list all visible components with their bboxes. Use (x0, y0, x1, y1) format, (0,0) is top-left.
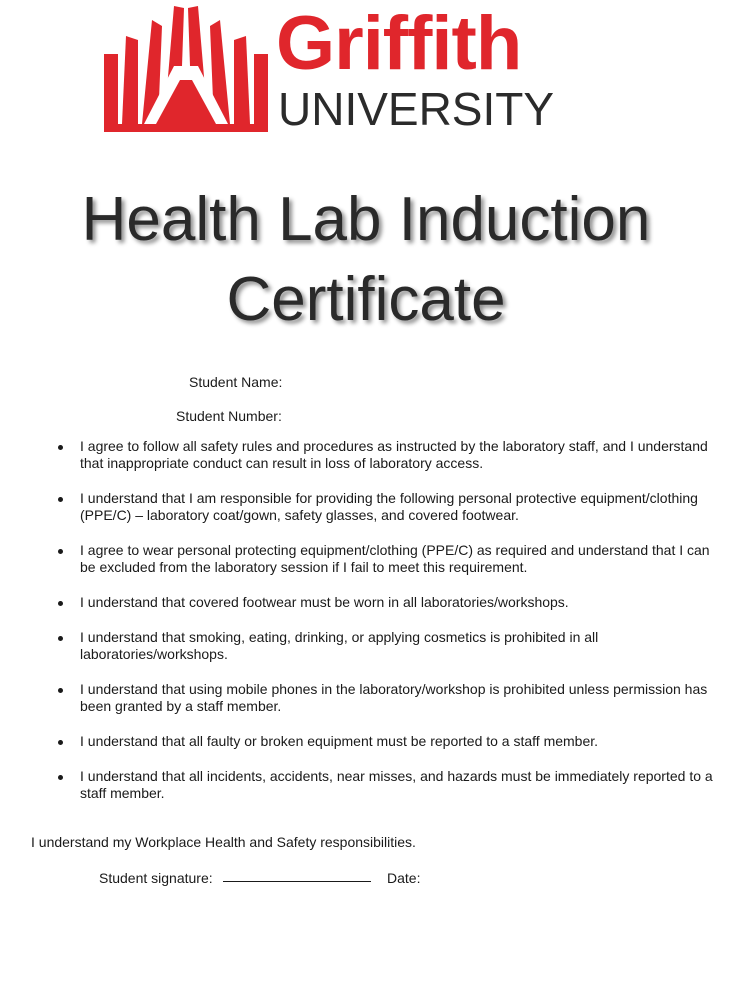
safety-rules-list (40, 438, 720, 820)
acknowledgement-text: I understand my Workplace Health and Safety responsibilities. (31, 834, 416, 850)
list-item: I understand that covered footwear must be worn in all laboratories/workshops. (80, 594, 720, 611)
list-item: I understand that using mobile phones in the laboratory/workshop is prohibited unless permission has been granted by a staff member. (80, 681, 720, 715)
list-item: I agree to wear personal protecting equipment/clothing (PPE/C) as required and understand that I can be excluded from the laboratory session if I fail to meet this requirement. (80, 542, 720, 576)
student-name-label: Student Name: (189, 374, 283, 390)
list-item: I agree to follow all safety rules and procedures as instructed by the laboratory staff, and I understand that inappropriate conduct can result in loss of laboratory access. (80, 438, 720, 472)
list-item: I understand that I am responsible for providing the following personal protective equipment/clothing (PPE/C) – laboratory coat/gown, safety glasses, and covered footwear. (80, 490, 720, 524)
griffith-logo (104, 1, 594, 135)
student-signature-label: Student signature: (99, 870, 213, 886)
student-number-label: Student Number: (176, 408, 282, 424)
date-label: Date: (387, 870, 421, 886)
signature-line[interactable] (223, 881, 371, 882)
title-line-2: Certificate (226, 265, 506, 334)
list-item: I understand that smoking, eating, drinking, or applying cosmetics is prohibited in all laboratories/workshops. (80, 629, 720, 663)
brand-subtitle: UNIVERSITY (278, 83, 555, 135)
list-item: I understand that all faulty or broken equipment must be reported to a staff member. (80, 733, 720, 750)
list-item: I understand that all incidents, accidents, near misses, and hazards must be immediately reported to a staff member. (80, 768, 720, 802)
title-line-1: Health Lab Induction (81, 185, 651, 254)
certificate-title (0, 180, 732, 340)
brand-name: Griffith (276, 1, 522, 86)
